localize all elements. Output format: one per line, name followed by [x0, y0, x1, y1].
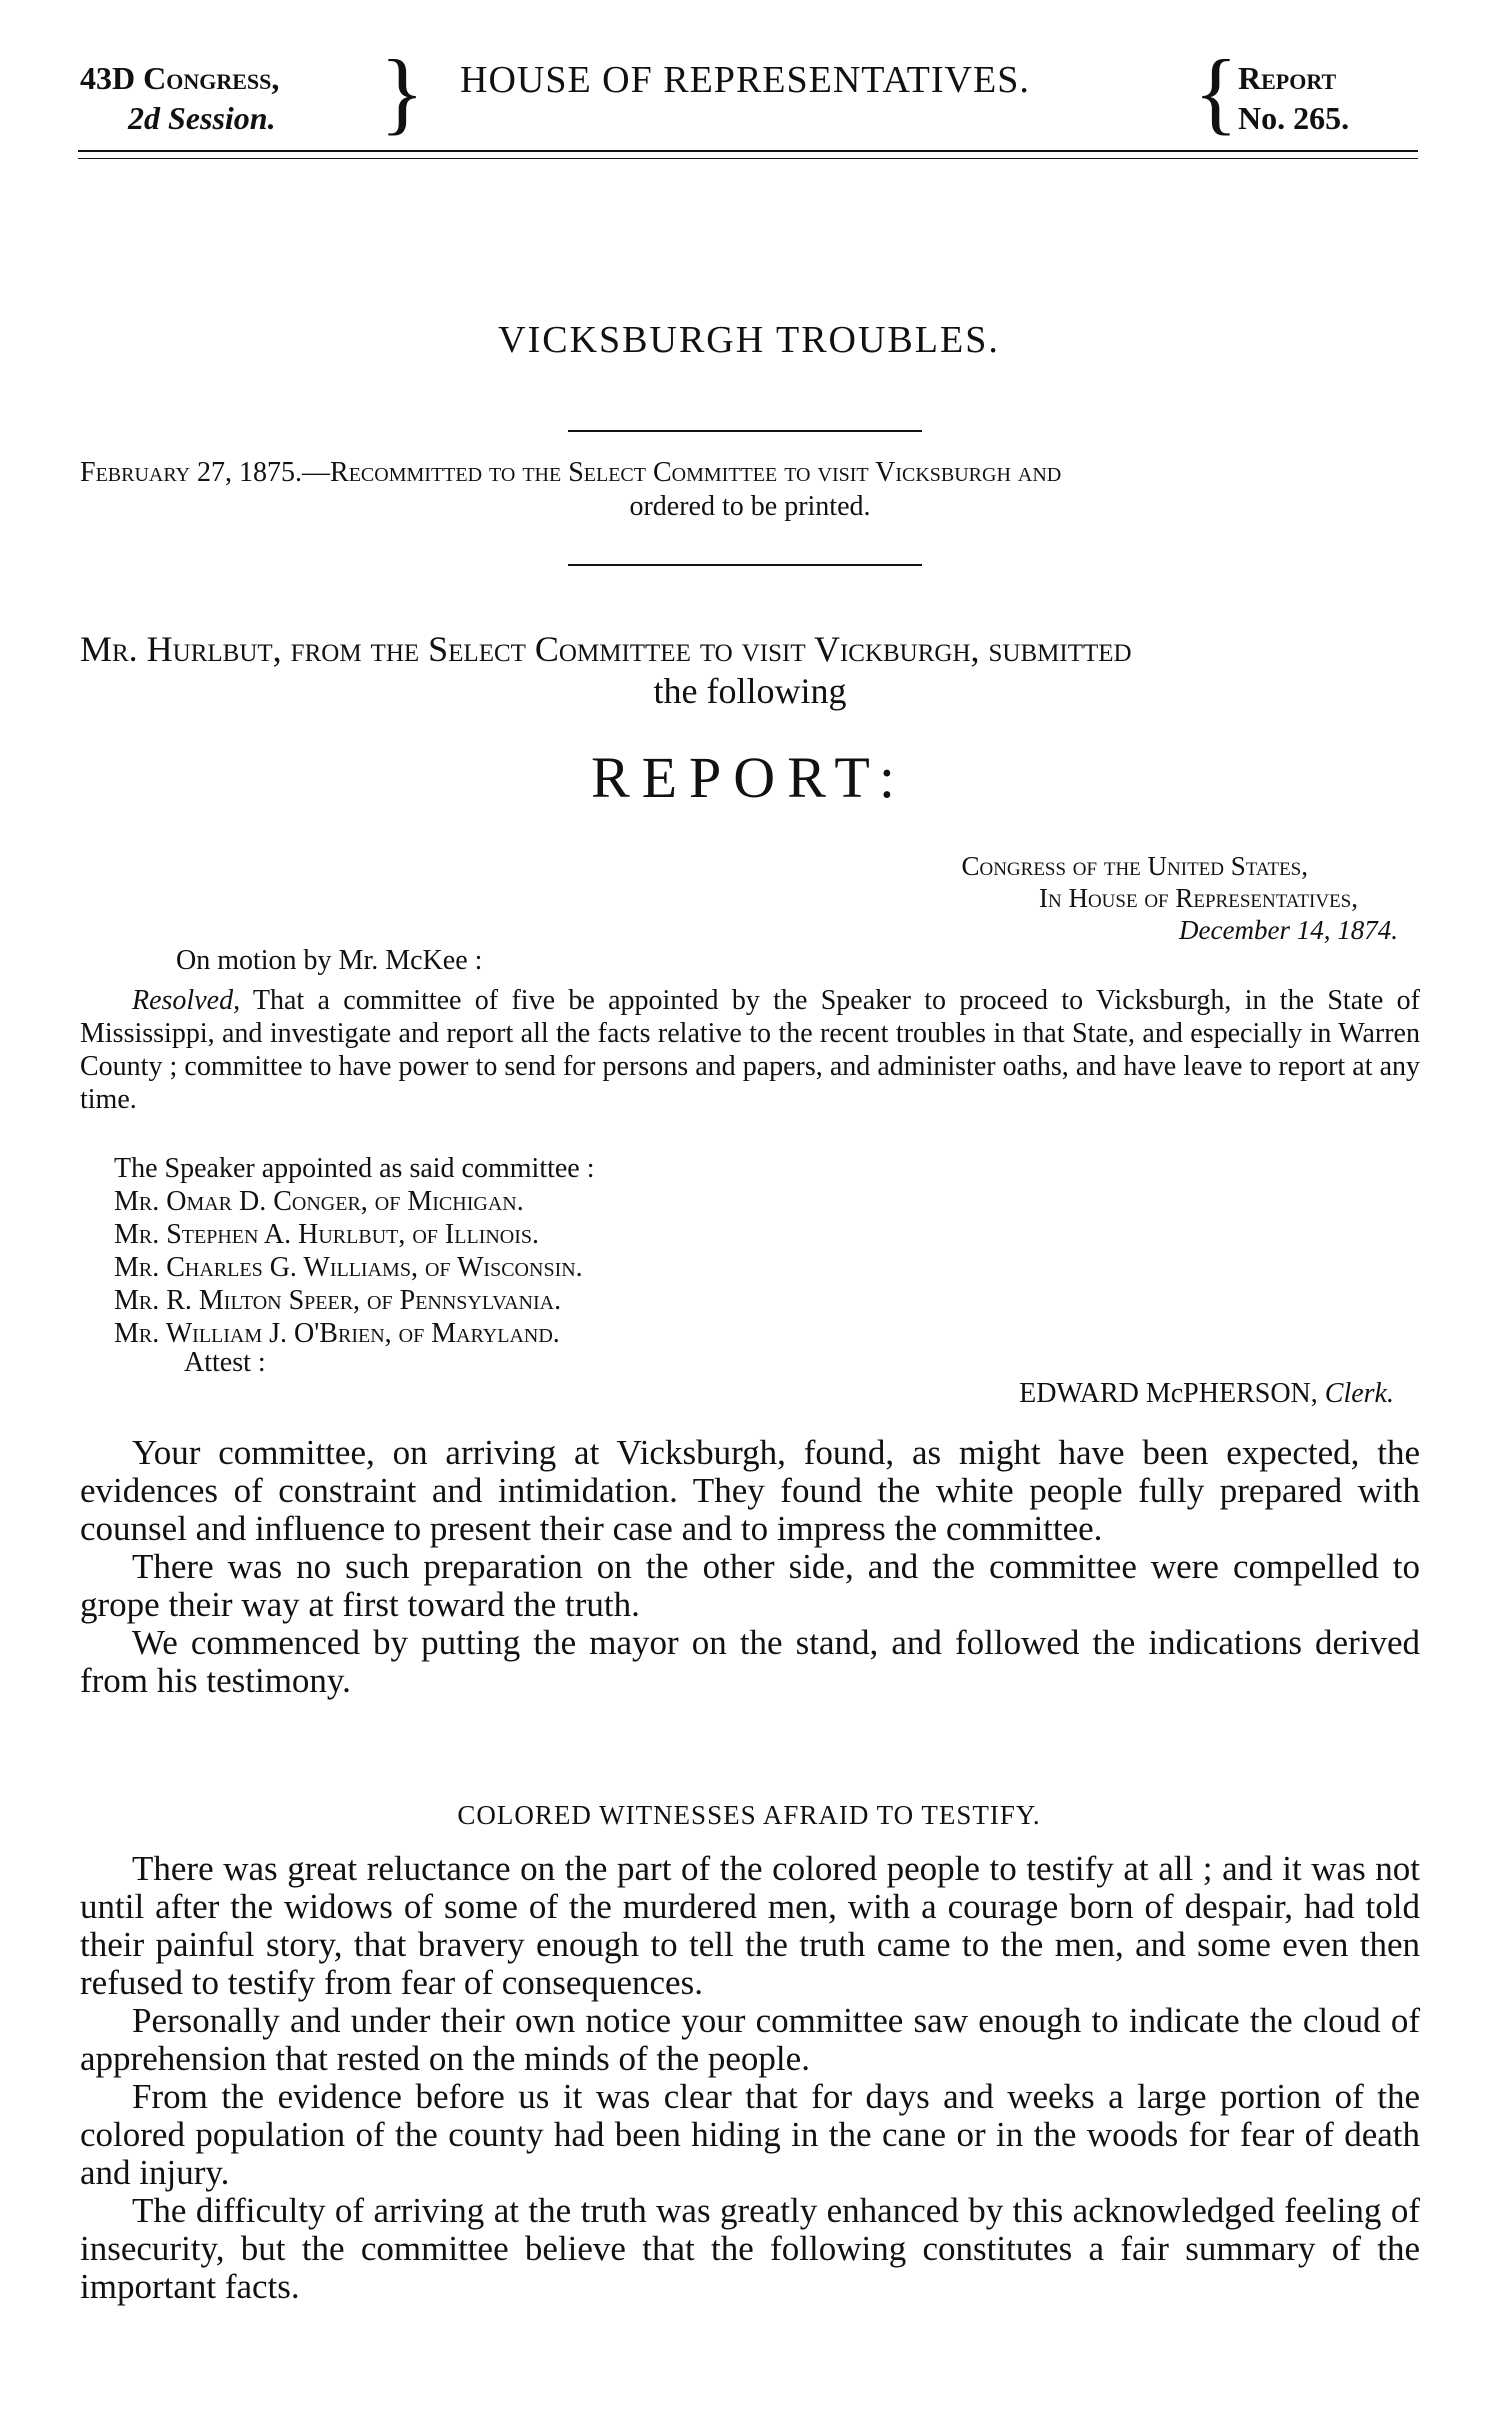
congress-line-2: In House of Representatives, [1039, 883, 1358, 913]
appointment-intro: The Speaker appointed as said committee : [114, 1153, 595, 1184]
committee-member: Mr. Charles G. Williams, of Wisconsin. [114, 1252, 583, 1283]
clerk-signature [1019, 1378, 1394, 1410]
order-divider [568, 564, 922, 566]
resolved-lead: Resolved, [132, 985, 241, 1016]
title-divider [568, 430, 922, 432]
submission-line-1: Mr. Hurlbut, from the Select Committee to visit Vickburgh, submitted [80, 629, 1132, 669]
resolution-text: That a committee of five be appointed by the Speaker to proceed to Vicksburgh, in the State of Mississippi, and investigate and report all the facts relative to the recent troubles in that State, and especially in Warren County ; committee to have power to send for persons and papers, and administer oaths, and have leave to report at any time. [80, 985, 1420, 1115]
submission-line [80, 628, 1420, 712]
section-paragraph: There was great reluctance on the part of the colored people to testify at all ; and it was not until after the widows of some of the murdered men, with a courage born of despair, had told their painful story, that bravery enough to tell the truth came to the men, and some even then refused to testify from fear of consequences. [80, 1849, 1420, 2002]
right-brace-icon: } [380, 41, 425, 143]
header-divider [78, 150, 1418, 159]
congress-line-1: Congress of the United States, [961, 851, 1308, 881]
clerk-title: Clerk. [1324, 1378, 1394, 1409]
order-note [80, 456, 1420, 524]
section-heading: COLORED WITNESSES AFRAID TO TESTIFY. [457, 1800, 1041, 1830]
document-title: VICKSBURGH TROUBLES. [498, 319, 1000, 361]
report-heading: REPORT: [590, 745, 908, 810]
section-paragraph: The difficulty of arriving at the truth was greatly enhanced by this acknowledged feeling of insecurity, but the committee believe that the following constitutes a fair summary of the important facts. [80, 2191, 1420, 2306]
chamber-title: HOUSE OF REPRESENTATIVES. [460, 59, 1030, 101]
congress-session-block [80, 58, 279, 138]
committee-member: Mr. R. Milton Speer, of Pennsylvania. [114, 1285, 562, 1316]
body-paragraph: There was no such preparation on the other side, and the committee were compelled to grope their way at first toward the truth. [80, 1547, 1420, 1624]
order-line-1: February 27, 1875.—Recommitted to the Select Committee to visit Vicksburgh and [80, 457, 1062, 488]
body-paragraph: We commenced by putting the mayor on the stand, and followed the indications derived from his testimony. [80, 1623, 1420, 1700]
motion-line: On motion by Mr. McKee : [176, 945, 483, 976]
resolution-paragraph [80, 984, 1420, 1116]
congress-date: December 14, 1874. [1179, 915, 1398, 945]
section-paragraph: From the evidence before us it was clear that for days and weeks a large portion of the colored population of the county had been hiding in the cane or in the woods for fear of death and injury. [80, 2077, 1420, 2192]
body-paragraph: Your committee, on arriving at Vicksburgh, found, as might have been expected, the evidences of constraint and intimidation. They found the white people fully prepared with counsel and influence to present their case and to impress the committee. [80, 1433, 1420, 1548]
session-label: 2d Session. [128, 100, 276, 136]
clerk-name: EDWARD McPHERSON, [1019, 1378, 1318, 1409]
section-paragraph: Personally and under their own notice your committee saw enough to indicate the cloud of apprehension that rested on the minds of the people. [80, 2001, 1420, 2078]
report-number-block [1238, 58, 1418, 138]
committee-member: Mr. Stephen A. Hurlbut, of Illinois. [114, 1219, 540, 1250]
report-number: No. 265. [1238, 100, 1350, 136]
document-header [80, 41, 1418, 148]
appointment-list [80, 1152, 1454, 1350]
left-brace-icon: { [1193, 41, 1238, 143]
report-label: Report [1238, 60, 1337, 96]
order-line-2: ordered to be printed. [629, 491, 871, 522]
congress-label: 43D Congress, [80, 60, 280, 96]
submission-line-2: the following [653, 671, 847, 711]
attest-label: Attest : [184, 1347, 266, 1378]
report-body [80, 1434, 1420, 1700]
congress-address-block [961, 850, 1398, 946]
committee-member: Mr. Omar D. Conger, of Michigan. [114, 1186, 524, 1217]
section-body [80, 1850, 1420, 2306]
committee-member: Mr. William J. O'Brien, of Maryland. [114, 1318, 560, 1349]
